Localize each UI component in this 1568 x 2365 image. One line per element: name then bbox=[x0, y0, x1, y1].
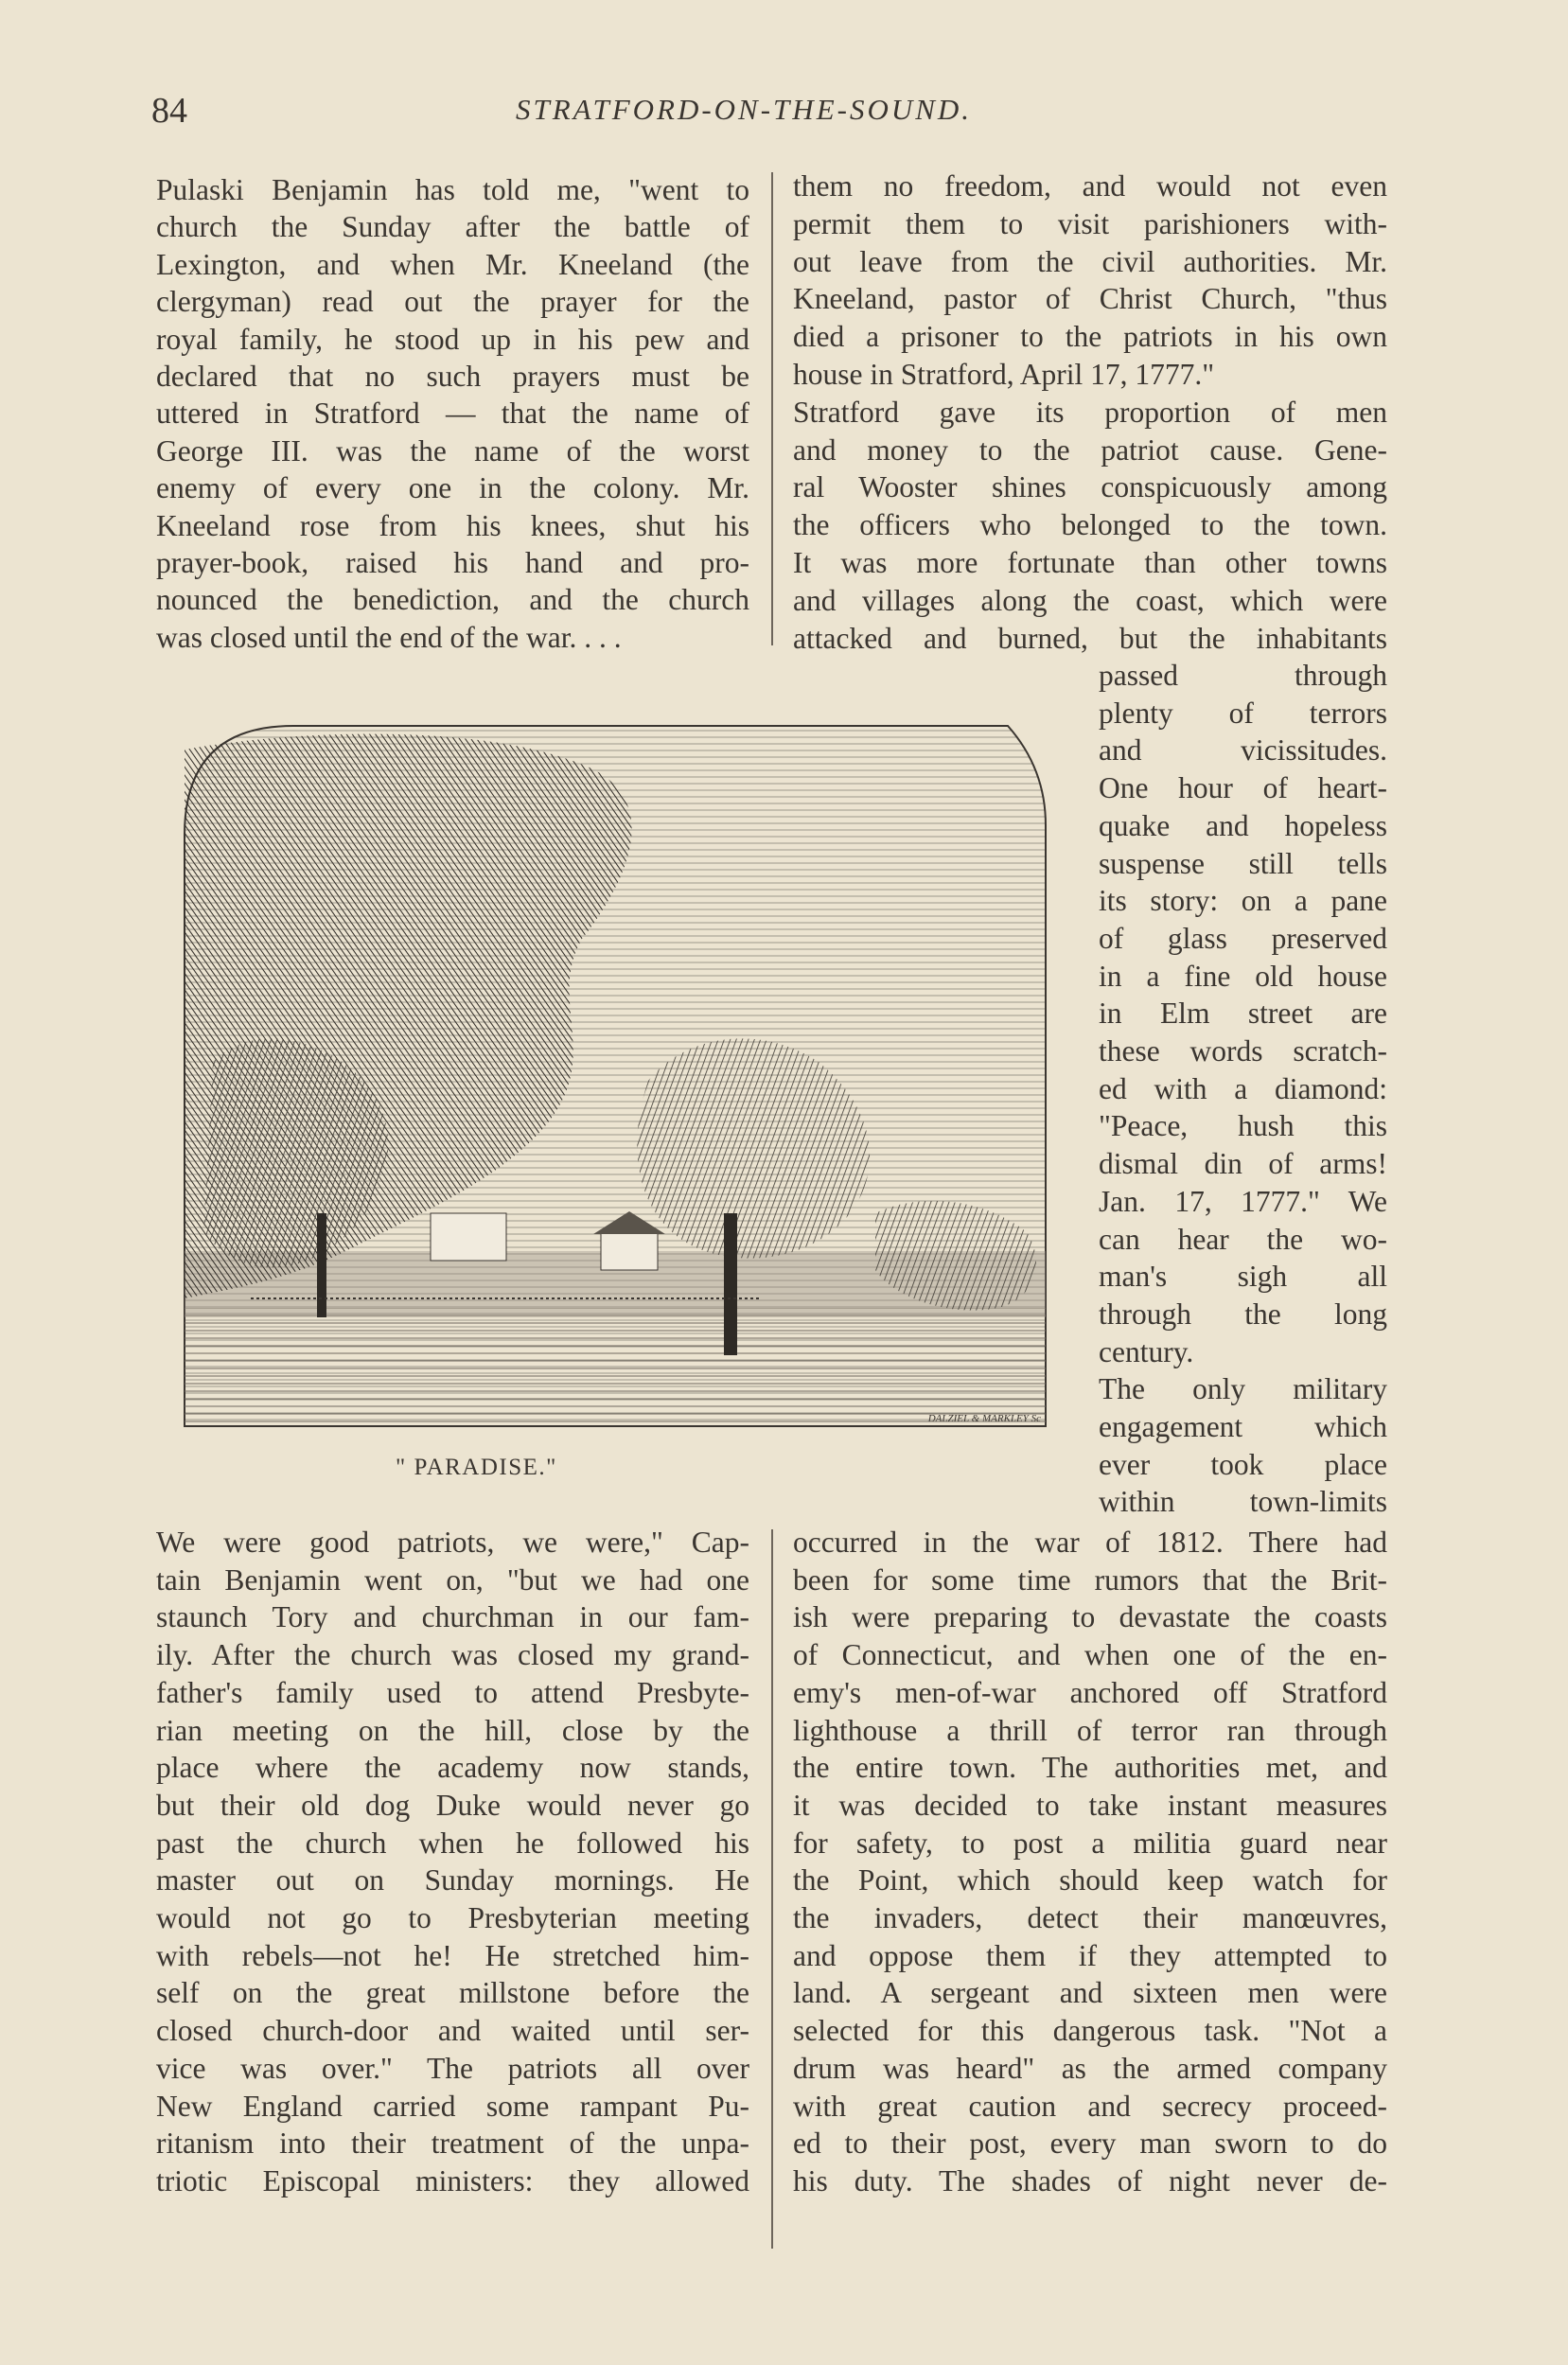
text-line: his duty. The shades of night never de- bbox=[793, 2163, 1387, 2197]
text-line: declared that no such prayers must be bbox=[156, 360, 749, 393]
column-rule bbox=[771, 1529, 773, 2249]
text-line: suspense still tells bbox=[1099, 846, 1387, 880]
text-line: triotic Episcopal ministers: they allowed bbox=[156, 2163, 749, 2197]
text-line: and vicissitudes. bbox=[1099, 733, 1387, 768]
text-line: in a fine old house bbox=[1099, 959, 1387, 993]
text-line: passed through bbox=[1099, 659, 1387, 692]
text-line: lighthouse a thrill of terror ran through bbox=[793, 1713, 1387, 1747]
text-line: house in Stratford, April 17, 1777." bbox=[793, 358, 1215, 391]
text-line: ed with a diamond: bbox=[1099, 1071, 1387, 1105]
column-rule bbox=[771, 172, 773, 645]
text-line: father's family used to attend Presbyte- bbox=[156, 1675, 749, 1709]
text-line: Kneeland rose from his knees, shut his bbox=[156, 508, 749, 542]
text-line: tain Benjamin went on, "but we had one bbox=[156, 1562, 749, 1597]
text-line: century. bbox=[1099, 1334, 1194, 1368]
text-line: George III. was the name of the worst bbox=[156, 433, 749, 468]
text-line: through the long bbox=[1099, 1297, 1387, 1331]
text-line: been for some time rumors that the Brit- bbox=[793, 1562, 1387, 1597]
text-line: vice was over." The patriots all over bbox=[156, 2051, 749, 2085]
text-line: engagement which bbox=[1099, 1410, 1387, 1443]
running-head: STRATFORD-ON-THE-SOUND. bbox=[516, 93, 973, 126]
text-line: past the church when he followed his bbox=[156, 1826, 749, 1860]
text-line: The only military bbox=[1099, 1372, 1387, 1406]
text-line: man's sigh all bbox=[1099, 1260, 1387, 1294]
text-line: uttered in Stratford — that the name of bbox=[156, 397, 749, 431]
text-line: occurred in the war of 1812. There had bbox=[793, 1526, 1387, 1559]
text-line: it was decided to take instant measures bbox=[793, 1788, 1387, 1822]
text-line: nounced the benediction, and the church bbox=[156, 583, 749, 617]
text-line: for safety, to post a militia guard near bbox=[793, 1826, 1387, 1860]
text-line: ever took place bbox=[1099, 1447, 1387, 1481]
text-line: enemy of every one in the colony. Mr. bbox=[156, 471, 749, 505]
text-line: would not go to Presbyterian meeting bbox=[156, 1901, 749, 1934]
text-line: closed church-door and waited until ser- bbox=[156, 2014, 749, 2048]
text-line: with great caution and secrecy proceed- bbox=[793, 2089, 1387, 2123]
text-line: permit them to visit parishioners with- bbox=[793, 206, 1387, 240]
text-line: clergyman) read out the prayer for the bbox=[156, 285, 749, 319]
text-line: and money to the patriot cause. Gene- bbox=[793, 432, 1387, 467]
text-line: the entire town. The authorities met, and bbox=[793, 1751, 1387, 1785]
text-line: quake and hopeless bbox=[1099, 808, 1387, 842]
text-line: these words scratch- bbox=[1099, 1034, 1387, 1068]
text-line: ral Wooster shines conspicuously among bbox=[793, 470, 1387, 504]
text-line: ily. After the church was closed my grand- bbox=[156, 1638, 749, 1672]
text-line: We were good patriots, we were," Cap- bbox=[156, 1526, 749, 1559]
text-line: emy's men-of-war anchored off Stratford bbox=[793, 1675, 1387, 1709]
text-line: land. A sergeant and sixteen men were bbox=[793, 1976, 1387, 2010]
text-line: with rebels—not he! He stretched him- bbox=[156, 1938, 749, 1972]
text-line: Stratford gave its proportion of men bbox=[793, 395, 1387, 429]
text-line: ritanism into their treatment of the unpa- bbox=[156, 2127, 749, 2161]
text-line: place where the academy now stands, bbox=[156, 1751, 749, 1785]
text-line: attacked and burned, but the inhabitants bbox=[793, 621, 1387, 655]
text-line: of Connecticut, and when one of the en- bbox=[793, 1638, 1387, 1672]
text-line: Lexington, and when Mr. Kneeland (the bbox=[156, 247, 749, 281]
text-line: plenty of terrors bbox=[1099, 696, 1387, 730]
page-number: 84 bbox=[151, 91, 187, 131]
text-line: was closed until the end of the war. . . . bbox=[156, 620, 622, 654]
text-line: dismal din of arms! bbox=[1099, 1147, 1387, 1181]
text-line: and oppose them if they attempted to bbox=[793, 1938, 1387, 1972]
text-line: can hear the wo- bbox=[1099, 1222, 1387, 1256]
text-line: its story: on a pane bbox=[1099, 884, 1387, 918]
text-line: out leave from the civil authorities. Mr. bbox=[793, 244, 1387, 278]
text-line: prayer-book, raised his hand and pro- bbox=[156, 546, 749, 579]
paradise-engraving bbox=[175, 721, 1055, 1433]
illustration-caption: " PARADISE." bbox=[396, 1455, 557, 1480]
text-line: the Point, which should keep watch for bbox=[793, 1863, 1387, 1897]
text-line: rian meeting on the hill, close by the bbox=[156, 1713, 749, 1747]
text-line: master out on Sunday mornings. He bbox=[156, 1863, 749, 1897]
text-line: staunch Tory and churchman in our fam- bbox=[156, 1600, 749, 1634]
text-line: "Peace, hush this bbox=[1099, 1109, 1387, 1143]
text-line: ish were preparing to devastate the coasts bbox=[793, 1600, 1387, 1634]
text-line: church the Sunday after the battle of bbox=[156, 210, 749, 244]
text-line: died a prisoner to the patriots in his own bbox=[793, 320, 1387, 354]
text-line: but their old dog Duke would never go bbox=[156, 1788, 749, 1822]
text-line: of glass preserved bbox=[1099, 921, 1387, 955]
text-line: within town-limits bbox=[1099, 1485, 1387, 1519]
engraver-signature: DALZIEL & MARKLEY Sc bbox=[927, 1413, 1041, 1424]
text-line: New England carried some rampant Pu- bbox=[156, 2089, 749, 2123]
text-line: and villages along the coast, which were bbox=[793, 583, 1387, 617]
text-line: It was more fortunate than other towns bbox=[793, 546, 1387, 579]
text-line: drum was heard" as the armed company bbox=[793, 2051, 1387, 2085]
text-line: royal family, he stood up in his pew and bbox=[156, 322, 749, 356]
text-line: self on the great millstone before the bbox=[156, 1976, 749, 2010]
text-line: One hour of heart- bbox=[1099, 771, 1387, 805]
text-line: Pulaski Benjamin has told me, "went to bbox=[156, 173, 749, 206]
text-line: the invaders, detect their manœuvres, bbox=[793, 1901, 1387, 1934]
text-line: the officers who belonged to the town. bbox=[793, 508, 1387, 542]
text-line: Kneeland, pastor of Christ Church, "thus bbox=[793, 282, 1387, 316]
text-line: Jan. 17, 1777." We bbox=[1099, 1184, 1387, 1218]
text-line: them no freedom, and would not even bbox=[793, 169, 1387, 203]
text-line: selected for this dangerous task. "Not a bbox=[793, 2014, 1387, 2048]
text-line: in Elm street are bbox=[1099, 997, 1387, 1031]
text-line: ed to their post, every man sworn to do bbox=[793, 2127, 1387, 2161]
